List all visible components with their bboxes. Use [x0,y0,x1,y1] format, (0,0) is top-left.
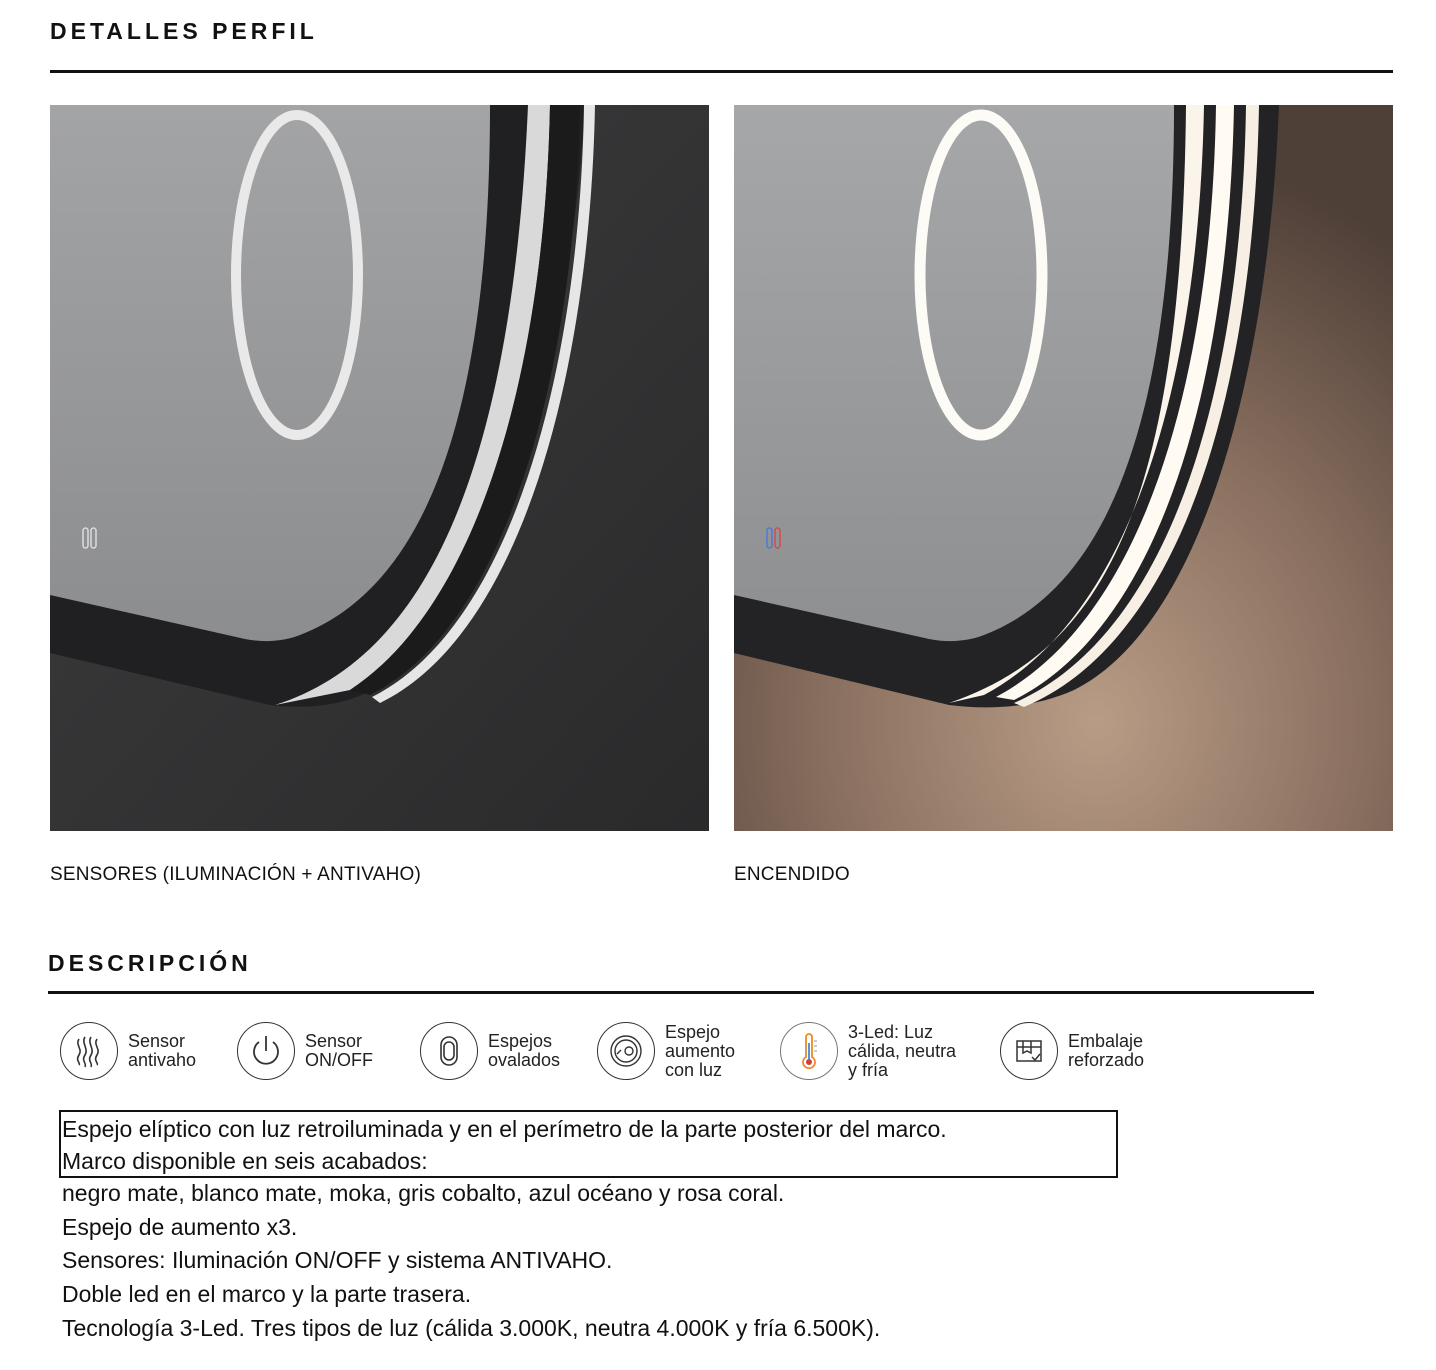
description-divider [48,991,1314,994]
feature-oval [420,1022,560,1080]
magnifier-mirror-icon [597,1022,655,1080]
mirror-photo-off [50,105,709,831]
feature-label: Espejo aumento con luz [665,1021,736,1080]
description-line: Sensores: Iluminación ON/OFF y sistema ANTIVAHO. [62,1247,613,1273]
steam-icon [60,1022,118,1080]
description-line: Tecnología 3-Led. Tres tipos de luz (cálida 3.000K, neutra 4.000K y fría 6.500K). [62,1315,881,1341]
description-line: negro mate, blanco mate, moka, gris cobalto, azul océano y rosa coral. [62,1180,785,1206]
feature-magnifier [597,1022,735,1080]
caption-sensors: SENSORES (ILUMINACIÓN + ANTIVAHO) [50,864,422,885]
package-icon [1000,1022,1058,1080]
caption-on: ENCENDIDO [734,864,850,885]
description-line: Marco disponible en seis acabados: [62,1148,428,1174]
oval-mirror-icon [420,1022,478,1080]
description-line: Espejo elíptico con luz retroiluminada y en el perímetro de la parte posterior del marco. [62,1116,947,1142]
feature-label: Sensor ON/OFF [305,1031,373,1070]
feature-label: 3-Led: Luz cálida, neutra y fría [848,1021,957,1080]
feature-label: Espejos ovalados [488,1031,561,1070]
title-divider [50,70,1393,73]
feature-label: Embalaje reforzado [1068,1031,1145,1070]
description-line: Espejo de aumento x3. [62,1214,298,1240]
profile-section-title: DETALLES PERFIL [50,18,318,44]
feature-label: Sensor antivaho [128,1031,197,1070]
feature-antifog [60,1022,196,1080]
feature-onoff [237,1022,373,1080]
feature-package [1000,1022,1144,1080]
feature-3led [780,1022,956,1080]
power-icon [237,1022,295,1080]
thermometer-icon [780,1022,838,1080]
description-section-title: DESCRIPCIÓN [48,950,252,976]
mirror-photo-on [734,105,1393,831]
description-line: Doble led en el marco y la parte trasera. [62,1281,472,1307]
